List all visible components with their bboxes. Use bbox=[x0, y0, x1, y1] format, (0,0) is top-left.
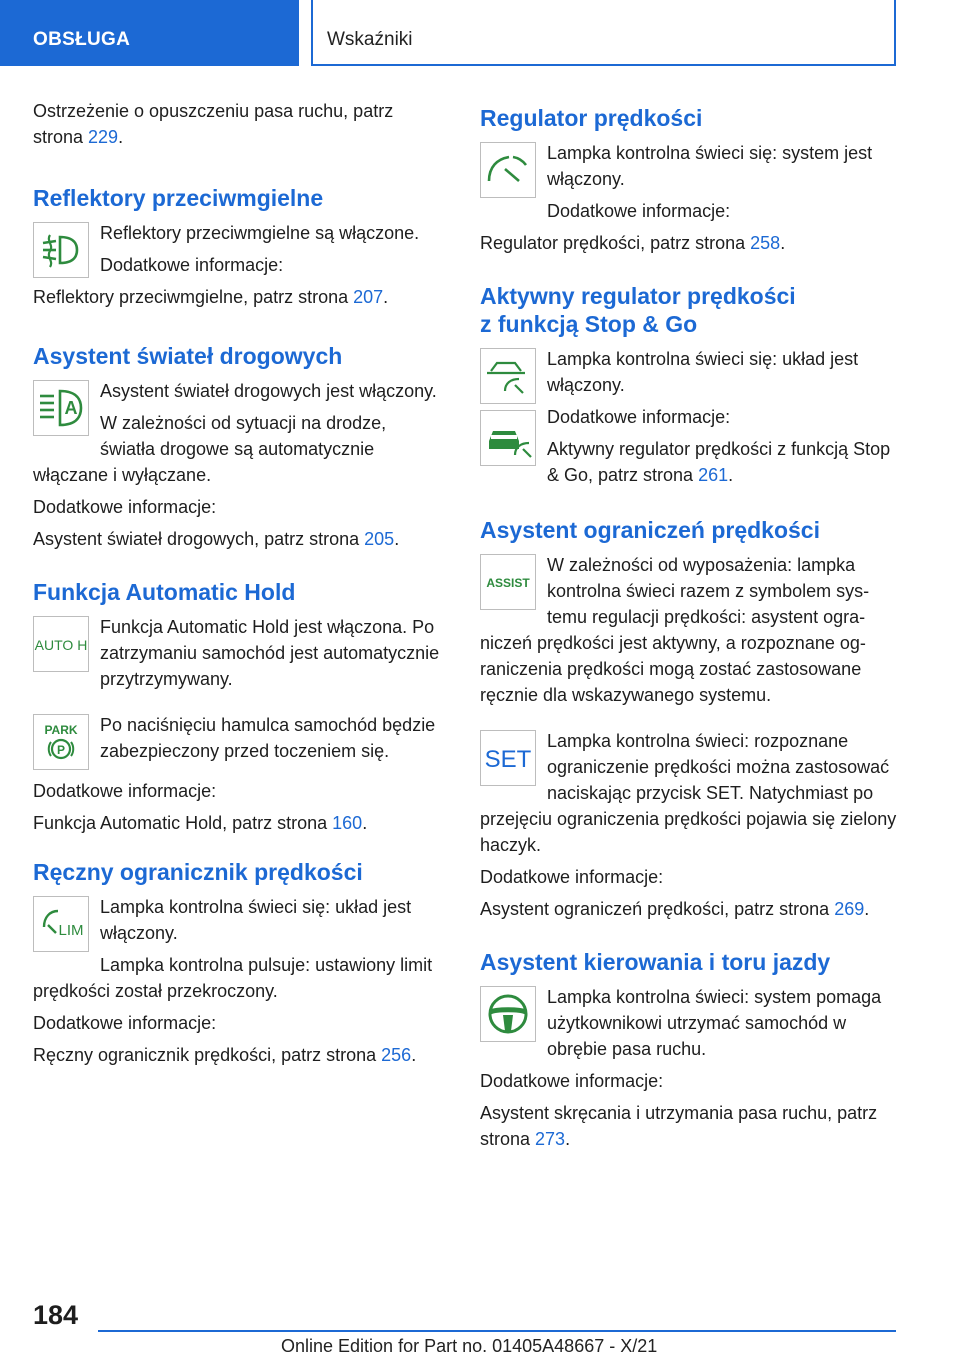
page-link[interactable]: 256 bbox=[381, 1045, 412, 1065]
high-beam-text-2: W zależności od sytuacji na drodze, światła drogowe są automatycznie włączane i wyłączane. bbox=[33, 413, 387, 485]
acc-more: Dodatkowe informacje: bbox=[547, 407, 731, 427]
manual-text-2: Lampka kontrolna pulsuje: ustawiony limit prędkości został przekroczony. bbox=[33, 955, 433, 1001]
section-heading-speed-limit-assist: Asystent ograniczeń prędkości bbox=[480, 517, 820, 543]
steer-ref: Asystent skręcania i utrzymania pasa ruchu, patrz strona 273. bbox=[480, 1103, 878, 1149]
auto-hold-ref: Funkcja Automatic Hold, patrz strona 160. bbox=[33, 813, 368, 833]
svg-text:P: P bbox=[56, 743, 66, 757]
limit-text-1: W zależności od wyposażenia: lampka kontrolna świeci razem z symbolem systemu regulacji prędkości: asystent ograniczeń prędkości jest aktywny, a rozpoznane ograniczenia prędkości mogą zostać zastosowane ręcznie dla wskazywanego systemu. bbox=[480, 555, 870, 705]
set-label: SET bbox=[484, 746, 532, 773]
high-beam-ref: Asystent świateł drogowych, patrz strona 205. bbox=[33, 529, 400, 549]
section-heading-manual-limiter: Ręczny ogranicznik prędkości bbox=[33, 859, 363, 885]
limit-ref: Asystent ograniczeń prędkości, patrz strona 269. bbox=[480, 899, 870, 919]
park-label: PARK bbox=[44, 723, 78, 737]
auto-hold-icon bbox=[33, 616, 89, 672]
section-heading-steering-assist: Asystent kierowania i toru jazdy bbox=[480, 949, 831, 975]
auto-hold-label: AUTO H bbox=[34, 637, 88, 653]
right-column bbox=[480, 98, 898, 1158]
intro-text: Ostrzeżenie o opuszczeniu pasa ruchu, patrz strona 229. bbox=[33, 101, 394, 147]
page-number: 184 bbox=[33, 1300, 79, 1330]
fog-light-icon bbox=[33, 222, 89, 278]
page-link[interactable]: 258 bbox=[750, 233, 781, 253]
cruise-ref: Regulator prędkości, patrz strona 258. bbox=[480, 233, 786, 253]
section-heading-fog-lights: Reflektory przeciwmgielne bbox=[33, 185, 324, 211]
high-beam-more: Dodatkowe informacje: bbox=[33, 497, 217, 517]
page-link[interactable]: 160 bbox=[332, 813, 363, 833]
section-title: OBSŁUGA bbox=[33, 29, 131, 50]
high-beam-letter: A bbox=[64, 398, 78, 418]
page-link[interactable]: 205 bbox=[364, 529, 395, 549]
assist-icon bbox=[480, 554, 536, 610]
section-tab bbox=[0, 0, 299, 66]
page-link[interactable]: 261 bbox=[698, 465, 729, 485]
steering-wheel-icon bbox=[480, 986, 536, 1042]
chapter-tab bbox=[311, 0, 896, 66]
high-beam-assist-icon bbox=[33, 380, 89, 436]
high-beam-text-1: Asystent świateł drogowych jest włączony. bbox=[100, 381, 437, 401]
acc-icon bbox=[480, 348, 536, 404]
speed-limiter-icon bbox=[33, 896, 89, 952]
auto-hold-more: Dodatkowe informacje: bbox=[33, 781, 217, 801]
auto-hold-text-1: Funkcja Automatic Hold jest włączona. Po zatrzymaniu samochód jest automatycznie przytrzymywany. bbox=[100, 617, 440, 689]
section-heading-cruise: Regulator prędkości bbox=[480, 105, 703, 131]
section-heading-auto-hold: Funkcja Automatic Hold bbox=[33, 579, 296, 605]
acc-ref: Aktywny regulator prędkości z funkcją Stop & Go, patrz strona 261. bbox=[547, 439, 891, 485]
fog-more: Dodatkowe informacje: bbox=[100, 255, 284, 275]
cruise-more: Dodatkowe informacje: bbox=[547, 201, 731, 221]
limit-more: Dodatkowe informacje: bbox=[480, 867, 664, 887]
cruise-control-icon bbox=[480, 142, 536, 198]
lim-label: LIM bbox=[58, 922, 84, 939]
assist-label: ASSIST bbox=[486, 576, 530, 590]
fog-ref: Reflektory przeciwmgielne, patrz strona 207. bbox=[33, 287, 389, 307]
park-brake-icon bbox=[33, 714, 89, 770]
page-link[interactable]: 273 bbox=[535, 1129, 566, 1149]
manual-text-1: Lampka kontrolna świeci się: układ jest włączony. bbox=[100, 897, 412, 943]
section-heading-acc: Aktywny regulator prędkości z funkcją Stop & Go bbox=[480, 283, 796, 337]
fog-text-1: Reflektory przeciwmgielne są włączone. bbox=[100, 223, 420, 243]
acc-vehicle-detected-icon bbox=[480, 410, 536, 466]
chapter-title: Wskaźniki bbox=[327, 29, 413, 50]
page-link[interactable]: 269 bbox=[834, 899, 865, 919]
limit-text-2: Lampka kontrolna świeci: rozpoznane ograniczenie prędkości można zastosować naciskając przycisk SET. Natychmiast po przejęciu ograniczenia prędkości pojawia się zielony haczyk. bbox=[480, 731, 897, 855]
auto-hold-text-2: Po naciśnięciu hamulca samochód będzie zabezpieczony przed toczeniem się. bbox=[100, 715, 436, 761]
cruise-text-1: Lampka kontrolna świeci się: system jest włączony. bbox=[547, 143, 873, 189]
manual-ref: Ręczny ogranicznik prędkości, patrz strona 256. bbox=[33, 1045, 417, 1065]
page-link[interactable]: 229 bbox=[88, 127, 119, 147]
left-column bbox=[33, 98, 443, 1074]
steer-more: Dodatkowe informacje: bbox=[480, 1071, 664, 1091]
set-icon bbox=[480, 730, 536, 786]
page-link[interactable]: 207 bbox=[353, 287, 384, 307]
manual-more: Dodatkowe informacje: bbox=[33, 1013, 217, 1033]
acc-text-1: Lampka kontrolna świeci się: układ jest włączony. bbox=[547, 349, 859, 395]
steer-text-1: Lampka kontrolna świeci: system pomaga użytkownikowi utrzymać samochód w obrębie pasa ruchu. bbox=[547, 987, 882, 1059]
section-heading-high-beam: Asystent świateł drogowych bbox=[33, 343, 343, 369]
footer-divider bbox=[98, 1330, 896, 1332]
edition-text: Online Edition for Part no. 01405A48667 - X/21 bbox=[281, 1336, 658, 1356]
